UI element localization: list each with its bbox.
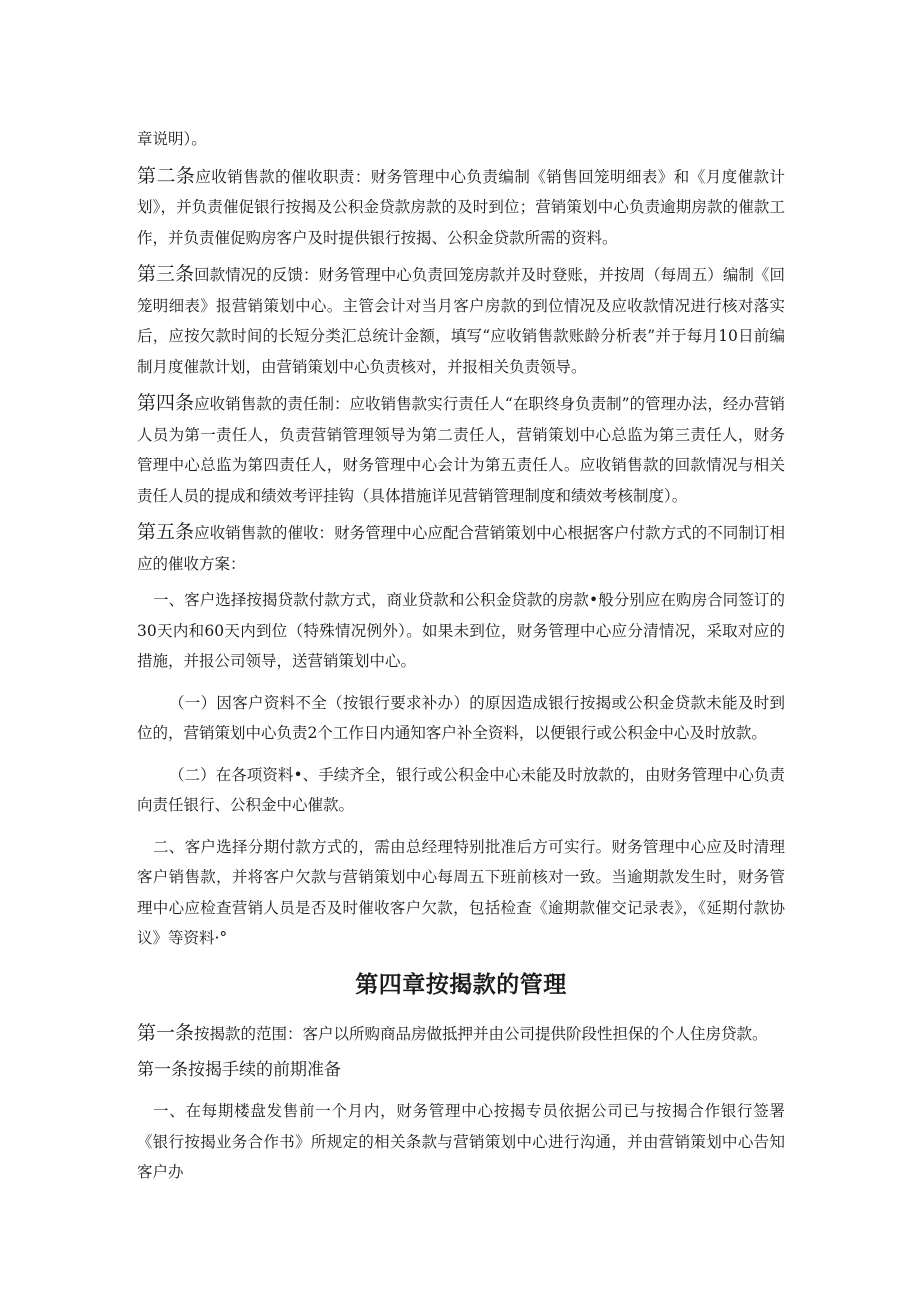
article-label: 第二条: [137, 164, 196, 187]
article-text: 按揭款的范围：客户以所购商品房做抵押并由公司提供阶段性担保的个人住房贷款。: [194, 1024, 768, 1043]
article-text: 应收销售款的责任制：应收销售款实行责任人“在职终身负责制”的管理办法，经办营销人员为第一责任人，负责营销管理领导为第二责任人，营销策划中心总监为第三责任人，财务管理中心总监为第四责任人，财务管理中心会计为第五责任人。应收销售款的回款情况与相关责任人员的提成和绩效考评挂钩（具体措施详见营销管理制度和绩效考核制度）。: [137, 395, 785, 505]
ch4-article-1: [137, 1018, 785, 1050]
article-label: 第一条: [137, 1021, 195, 1044]
list-item: 一、在每期楼盘发售前一个月内，财务管理中心按揭专员依据公司已与按揭合作银行签署《银行按揭业务合作书》所规定的相关条款与营销策划中心进行沟通，并由营销策划中心告知客户办: [137, 1102, 785, 1181]
article-text: 应收销售款的催收：财务管理中心应配合营销策划中心根据客户付款方式的不同制订相应的催收方案：: [137, 524, 785, 573]
article-2: [137, 161, 785, 254]
document-page: [137, 124, 785, 1188]
list-item: （二）在各项资料•、手续齐全，银行或公积金中心未能及时放款的，由财务管理中心负责向责任银行、公积金中心催款。: [137, 765, 785, 814]
article-5: [137, 517, 785, 579]
continuation-text: 章说明）。: [137, 130, 207, 148]
list-item: （一）因客户资料不全（按银行要求补办）的原因造成银行按揭或公积金贷款未能及时到位的，营销策划中心负责2个工作日内通知客户补全资料，以便银行或公积金中心及时放款。: [137, 693, 785, 742]
article-label: 第四条: [137, 392, 195, 414]
article-label: 第五条: [137, 521, 195, 543]
chapter-title: 第四章按揭款的管理: [355, 970, 567, 998]
article-4: [137, 388, 785, 511]
section-heading: 第一条按揭手续的前期准备: [137, 1060, 341, 1080]
article-label: 第三条: [137, 263, 195, 285]
article-3: [137, 259, 785, 382]
list-item: 二、客户选择分期付款方式的，需由总经理特别批准后方可实行。财务管理中心应及时清理客户销售款，并将客户欠款与营销策划中心每周五下班前核对一致。当逾期款发生时，财务管理中心应检查营销人员是否及时催收客户欠款，包括检查《逾期款催交记录表》，《延期付款协议》等资料·°: [137, 837, 785, 947]
article-text: 回款情况的反馈：财务管理中心负责回笼房款并及时登账，并按周（每周五）编制《回笼明细表》报营销策划中心。主管会计对当月客户房款的到位情况及应收款情况进行核对落实后，应按欠款时间的长短分类汇总统计金额，填写“应收销售款账龄分析表”并于每月10日前编制月度催款计划，由营销策划中心负责核对，并报相关负责领导。: [137, 266, 785, 376]
list-item: 一、客户选择按揭贷款付款方式，商业贷款和公积金贷款的房款•般分别应在购房合同签订的30天内和60天内到位（特殊情况例外）。如果未到位，财务管理中心应分清情况，采取对应的措施，并报公司领导，送营销策划中心。: [137, 591, 785, 670]
article-text: 应收销售款的催收职责：财务管理中心负责编制《销售回笼明细表》和《月度催款计划》，并负责催促银行按揭及公积金贷款房款的及时到位；营销策划中心负责逾期房款的催款工作，并负责催促购房客户及时提供银行按揭、公积金贷款所需的资料。: [137, 167, 785, 247]
